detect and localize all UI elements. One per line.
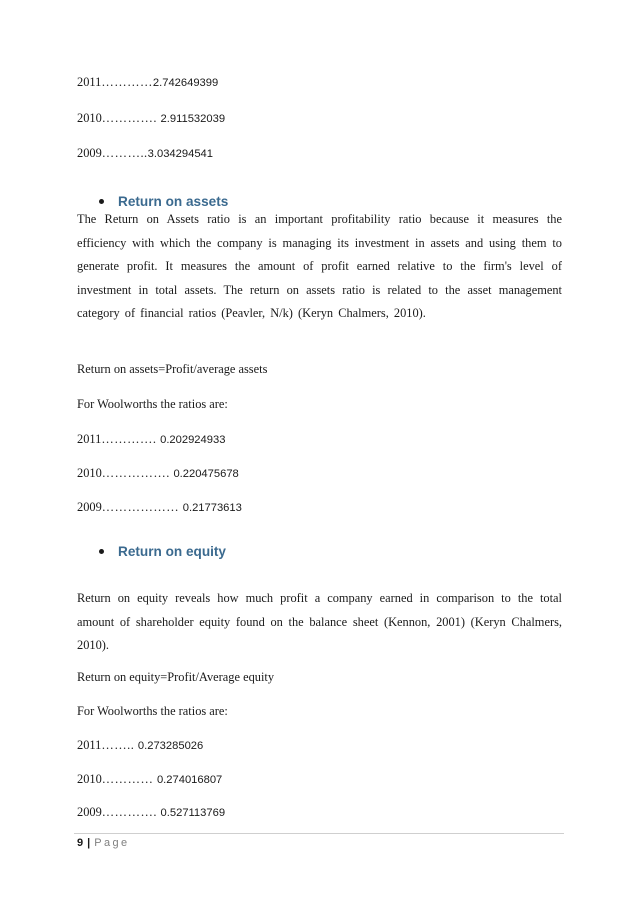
ratio-line [77,465,239,482]
roe-formula: Return on equity=Profit/Average equity [77,670,275,684]
ratio-year: 2010 [77,772,102,786]
section-heading-roe [97,541,226,561]
ratio-line [77,431,225,448]
ratio-year: 2011 [77,432,102,446]
roa-paragraph: The Return on Assets ratio is an important profitability ratio because it measures the efficiency with which the company is managing its investment in assets and using them to generate profit. It measures the amount of profit earned relative to the firm's level of investment in total assets. The return on assets ratio is related to the asset management category of financial ratios (Peavler, N/k) (Keryn Chalmers, 2010). [77,212,562,321]
section-heading-text: Return on equity [118,543,226,559]
ratio-year: 2010 [77,111,102,125]
bullet-icon [99,549,104,554]
roe-intro: For Woolworths the ratios are: [77,704,228,718]
ratio-value: 0.273285026 [137,740,204,752]
ratio-value: 0.202924933 [160,434,226,446]
ratio-dots: ………… [101,772,157,786]
ratio-dots: …………. [101,432,161,446]
ratio-year: 2009 [77,500,102,514]
ratio-line [77,737,203,754]
ratio-value: 0.527113769 [160,807,226,819]
ratio-line [77,804,225,821]
ratio-line [77,74,218,91]
page-footer [77,837,130,849]
ratio-dots: …………. [101,805,161,819]
bullet-icon [99,199,104,204]
ratio-year: 2009 [77,805,102,819]
ratio-dots: …………. [101,111,161,125]
ratio-line [77,145,213,162]
ratio-dots: ……………. [101,466,174,480]
roa-intro: For Woolworths the ratios are: [77,397,228,411]
section-heading-text: Return on assets [118,193,229,209]
roe-paragraph: Return on equity reveals how much profit a company earned in comparison to the total amount of shareholder equity found on the balance sheet (Kennon, 2001) (Keryn Chalmers, 2010). [77,591,562,653]
roa-formula: Return on assets=Profit/average assets [77,362,268,376]
ratio-year: 2010 [77,466,102,480]
ratio-value: 0.21773613 [182,502,242,514]
ratio-dots: …….. [101,738,138,752]
ratio-line [77,499,242,516]
page-number: 9 [77,837,84,849]
ratio-value: 3.034294541 [147,148,213,160]
ratio-year: 2011 [77,738,102,752]
footer-divider [74,833,564,834]
page-label: Page [94,837,130,849]
ratio-dots: ………… [101,75,153,89]
ratio-dots: ……………… [101,500,183,514]
ratio-line [77,110,225,127]
ratio-line [77,771,222,788]
ratio-value: 2.911532039 [160,113,226,125]
ratio-value: 0.274016807 [156,774,223,786]
ratio-value: 0.220475678 [173,468,239,480]
ratio-value: 2.742649399 [152,77,219,89]
ratio-dots: ……….. [101,146,148,160]
ratio-year: 2009 [77,146,102,160]
ratio-year: 2011 [77,75,102,89]
footer-separator: | [87,837,91,849]
